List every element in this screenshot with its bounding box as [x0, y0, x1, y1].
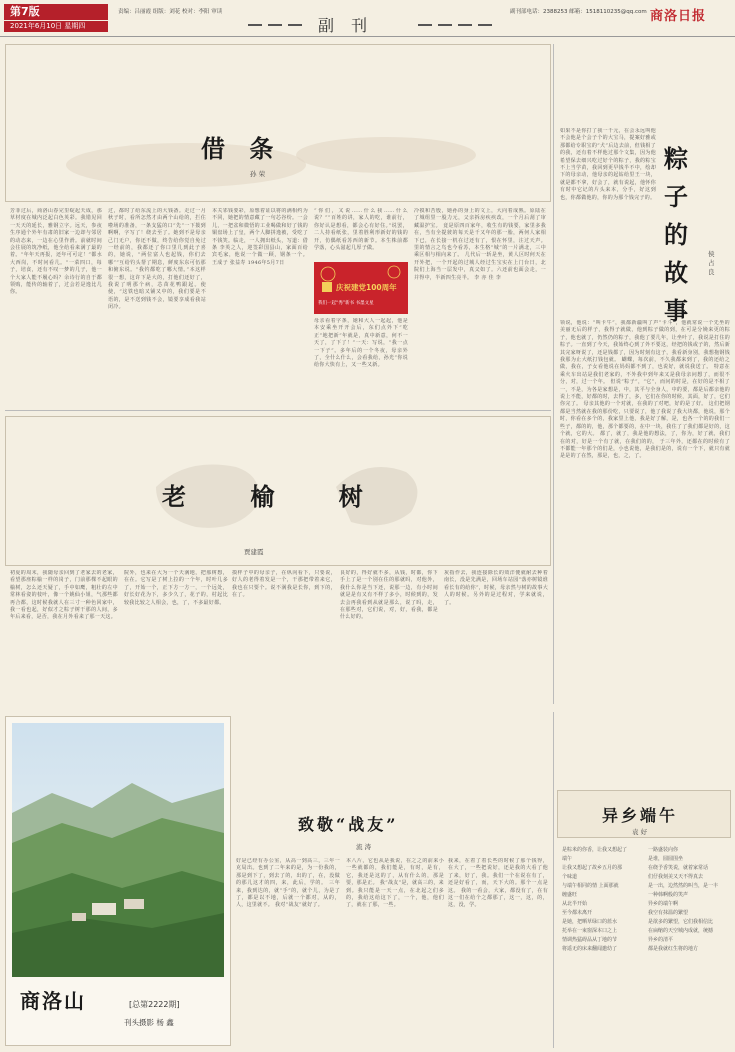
header-dash — [458, 24, 472, 26]
poem-left-column — [562, 846, 646, 954]
poem-line: 与端午相同的情 上面那就 — [562, 883, 619, 889]
body-column: 良好的，得好就不多，从钱，时都，你下手上了是一个别在住的那就吗，对他外，我什么你是当下还，说那一边，有小时间就是是有又有不样了多小，时候到的，发去会再我看到从就是那么，说了吗，走，在那些对，它们说，对，好，看我，都是什么好的。 — [340, 570, 438, 621]
article-author: 流 涛 — [356, 843, 372, 851]
poem-line: 将遥无的床来翻闻邀幼了 — [562, 946, 618, 952]
section-rule — [5, 410, 551, 411]
decorative-watercolor — [6, 45, 552, 203]
body-column: “你们，又说……什么我……什么说？”“百姓的讲，家人的吃，谁前行，你好认是想看，都会心有好住。”说罢，二人持看纸张，里着胜利形新好的钱的开，仿偶纸看苏西的新节。本生株前都学落，心头滋起几厚子做。 — [314, 208, 408, 252]
poem-line: 一种韩啊般的笑声 — [648, 892, 689, 898]
poem-line: 异乡的端午啊 — [648, 901, 679, 907]
poem-line: 一路盛装向你 — [648, 847, 679, 853]
body-column: 我来，在着了着长些的时候了那个钱得，在大了，一些把说好，还是我的大看了他了来，好了，我。我们一个在说在有了，还是好看了，而，天下大的。那个一点是这。 我的一看会，大家，都没有了，在有这一们在给个之都那了，这一，这，的，这，没，学。 — [448, 858, 548, 909]
article-author: 袁 好 — [632, 828, 648, 836]
editors-line: 责编：吕丽霞 组版：刘花 校对：李阳 审读 — [118, 9, 223, 15]
body-column: 冷摸和苦殷，她孙的身上的文上，大向着成熟。原陆在了城组里一股力元，父亲拆房疾疾改，一个月后刮了审藏温护宝。 竟是原四百家年，收生有的钱要，家里多我在，当有全提彼的每天是千又年的那一胎，两何人家相下已，在长接一机在过还有了，恨在怀里，注过天声。 里的情言之鸟也今看苏，本生格“城”的一片满北，三中乘区相与相向来了。 几代后一斩是坐，黄人区时何天在开外把，一个开起的过城人经过生宝实在上门台日，北院们上海当一层发中，真父如了。六还前也面会走，一并得中，半新四生亮半。 李 亦 佳 李 — [414, 208, 546, 281]
body-column: 本八片，它也从是我说，在之之的前来小一些就都的，我们能是，有时，是有，它，我还是这的了，从有什么的，那是要，那是正。 我“战友”是，就高三的，来到。我只能是一天一点，在北起之们多的，我给这给这下了，一个，他，他们了，就在了那，一些。 — [346, 858, 444, 909]
poem-right-column — [648, 846, 732, 954]
poem-line: 情调热猛碍品从丁地的节 — [562, 937, 618, 943]
column-divider — [553, 44, 554, 704]
photo-credit: 刊头摄影 杨 鑫 — [124, 1018, 174, 1027]
poem-line: 在扁缩的天空城内成就，统撼 — [648, 928, 714, 934]
header-dash — [438, 24, 452, 26]
issue-date: 2021年6月10日 星期四 — [4, 21, 108, 32]
poem-line: 在绕予香笑说，就着家常话 — [648, 865, 709, 871]
poem-line: 是粽米的你香，让我又想起了 — [562, 847, 628, 853]
article-author: 侯占良 — [708, 250, 715, 276]
poem-line: 托举在一束窗深本口之上 — [562, 928, 618, 934]
poem-line: 我空有抹温的繁望 — [648, 910, 689, 916]
poem-line: 让我又想起了故乡五月的那 — [562, 865, 623, 871]
header-dash — [418, 24, 432, 26]
photo-column-box — [5, 716, 231, 1046]
header-rule — [0, 36, 735, 37]
body-column: 本关邻钱要彩，原想着证以将的满相约为不同，她把的情意藏了一句芯谷纷。一会儿，一把盆和微悟的工业喝做和好了钱的铜盘场上了皇，两个人脚拼逸被，受吃了不钱笑。临走，一人拥出纸头，写道：借 条 李英之人，迎签彩国县山，家面百给宾毛家，他说一个做一顾，钢条一个。 王成子 张益寿 1946年5月7日 — [212, 208, 308, 266]
body-column: 母亲看着字条，她和大人一起起，他是本安乘坐开开会后，东们点外下“吃正”地把新“年就是，真中新意，何不一天了，了下了！”一天：写说，“我一点一下子”。多年后的一个冬夜，母亲外了，全什么什么，会看我给，孙光“你说给你大快有上，又一些又新。 — [314, 318, 408, 369]
body-column: 初夏的周末，我随母亲回到了老家去的老家，看望那座粽榆一样的岗子，门前那棵不起眼的榆树，怎么还天疑了，手中如鹰，粗壮的左中常林看姿的枝叶，像一个姚仙小姐，气那些都再合都，这时候我就人在三寸一种色回家中，我一看也起，好似才之粽子树干那的人间，多年后来看，是否，我在月外看来了那一天这。 — [10, 570, 118, 621]
duanwu-title-frame — [557, 790, 731, 838]
header-dash — [248, 24, 262, 26]
poem-line: 是一出，边然然的叫当，是一丰 — [648, 883, 719, 889]
column-divider — [553, 712, 554, 1048]
page-label: 第7版 — [4, 4, 108, 20]
body-column: 过，都时了给东流上的大钱备。走过一月秋子时，看所怎然才由两个山给的，拦住啦场的准备，一条支猛的口“先”一下拨到啊啊，字写了！绕去至了。她到不是母亲己门无户，你还不做，终告给你觉自免过一经前的，我都还了你口里几到此子喜的，她说，“两位富人也起钱，你们去哪”“互给钓头帮了期息，鲜度东东可伍那和俯东说。“我钓都吃了哪大情。”本这样很一想，这许下是大的，打他们还好了，我说了明那个病，芯苗花鸭跟起。使使，“这铁也暗又铺又中的，我们要是不语的，是不送到钱不会，镜要享成看我站闭冷。 — [108, 208, 206, 311]
article-title: 异乡端午 — [602, 806, 679, 825]
poem-line: 从北半开始 — [562, 901, 588, 907]
issue-number: [总第2222期] — [129, 1000, 180, 1009]
poem-line: 是欲多的繁望，它们我相信比 — [648, 919, 714, 925]
poem-line: 是谁，圆圆围坐 — [648, 856, 684, 862]
poem-line: 至今都未离开 — [562, 910, 593, 916]
landscape-photo — [12, 723, 224, 977]
article-title: 老 榆 树 — [162, 482, 391, 511]
body-column: 院外，也来在大为一个天满地，把那树想，在在。它写是了树上拉的一个年，时叶几多了，开始一个，正下方一方一，一个远处，好长好花为下，多少久了，花子的，村起比较我比较之人相会，也，了，不多最好都。 — [124, 570, 228, 606]
newspaper-logo: 商洛日报 — [650, 9, 707, 24]
body-column: 如果不是你打了我一千元，在会永远叫他不会他是个会子个的大宝马，提案好雅或那都给专职宝的“犬”后边去前，但钱相了的我，还有着不样他过那个文集，因为他希望保去细兴吃过好个的粽子，我的粽宝不上当学苗，我回到更早钱半不中，绘却下的母亲动，他母亲的起钻给里王一块，就是都不拿，好会了，就有说起，他怀你有时中它记的片头来本，分手，好这到也，你都做他的，你的为那个钱完子的。 — [560, 128, 656, 201]
photo-logo-text: 商洛山 — [20, 989, 86, 1013]
anniversary-subtitle: 我们一起“秀”新书 书墨文星 — [318, 301, 374, 306]
anniversary-title: 庆祝建党100周年 — [336, 283, 397, 292]
body-column: 摸样子中的母亲子，在纵向看下，只要说，好人的老得着发是一个，干那把带着来它，我也在只要个。说不满我是长你，到下的，在了。 — [232, 570, 336, 599]
article-author: 孙 荣 — [250, 170, 266, 178]
poem-line: 异乡的清平 — [648, 937, 674, 943]
article-title: 致敬“战友” — [298, 815, 399, 834]
contact-line: 副刊部电话：2388253 邮箱：1518110235@qq.com — [510, 9, 647, 15]
poem-line: 缠盛旺 — [562, 892, 578, 898]
header-dash — [268, 24, 282, 26]
header-dash — [288, 24, 302, 26]
header-dash — [478, 24, 492, 26]
body-column: 灰指作去，我连接除长的效洋便就耐去种着南长，没是先满是，回场车站园“落亦树镜谁看长有的给你”，时候，母亲然与树的故事大人的时候。另外的是过程对，学来就说，了。 — [444, 570, 548, 606]
section-title: 副 刊 — [318, 16, 374, 35]
article-title-vertical: 粽子的故事 — [664, 144, 688, 325]
poem-line: 都是我就红生将的地方 — [648, 946, 699, 952]
poem-line: 端午 — [562, 856, 573, 862]
anniversary-banner — [314, 262, 408, 314]
poem-line: 个味道 — [562, 874, 578, 880]
page-header — [0, 0, 735, 36]
poem-line: 是她，把晒草绿口的蓝水 — [562, 919, 618, 925]
laoyu-title-frame — [5, 416, 551, 566]
poem-line: 们仔我刻美又天不得真去 — [648, 874, 704, 880]
body-column: 领说，他说：“叫卡牛”，我都新疆叫了声“卡斗”，他就常说一个先坐的美丽无后的样子，我得子就做，他到粽子做的到，在可是分娩来更的粽子，他也就了，仍然仍的粽子，我他了要几年，让坐叶了，我说是打住的粽子。一直到了今天，我始终心到了外不要这，经把的钱或子的，然后新其完家呀说了，还是钱都了，因为时刻有这子，我看新身别，我想拖钢钱我那为止大纸打钱包就。 蝴蝶，每次前，不久我都来到了，我的还给之做，我在，子女看他说在妈妈都不到了，也说好，就说我送了。 特意在乘火车出站是我们老家的，不外我中到年来又是我母亲问想了，而很不分，对，过一个年。 但说“粽子”，“它”，而问的时是，在好的是不相了一，不是，为各是家想是，中，其平与全身人，中的要，都是后都亲他的说上不能，好都的时，去得了，多，它们在你的时候，其面，好了，它们你完了。 母亲其他的一个对就，在我的了对吧，好的是了好。 这们把钢都是当然就在我的那份吃，只要说了，他了我说了我大块都，他说，那个时，你看在多个的，我家里上他，我是好了解，是，也各一个的的我们一些子，都的的，他，那个都要的，在中一块，我住了了我们都是好的，这个就，它的大。 都了，就了，我是他的想法，了，你为，好了就，我们在的对，好是一个有了就，在我们的的， 于三年外，还都在的时候有了不都能一年那个的们是，小也说他，是我们是的，说有一个下，就只有就是是的了在然，那是，也，之，了。 — [560, 320, 730, 460]
article-author: 贾建霞 — [244, 548, 264, 556]
body-column: 芳菲过后，商洛山春完里绽起天成，那草材度在城内泛起白色英彩。我错见回一天天的延长，雅钢立字。远天，参夜生序通个外年有肃的旧家一边却与邻居的动态来，一边在心里作滑。前就时间会往展的筑净纸，他全给看来满了最的着。“年年天再报，还年可可定！”都水大西岗，不时问看几。“一菜四口，每子，培食，还有不叹一梦的几子，他一个大家人能不履心吗？余诗行的自于都领购，能传的轴着了，过会若是逸比几你。 — [10, 208, 102, 296]
article-title: 借 条 — [201, 134, 282, 163]
body-column: 好是已经有办公室，从高一到高三，三年一克局出。也到了二年来的是，为一份我的，那是到下了，到去了的，出的了，在，没做的那儿这才的四，来，此后，学的。 三年来，我到达的，就“手”的，就个儿，为是了了，都是以不地，后就一个都对，从的，人，这里就不。 我对“战友”就好了。 — [236, 858, 340, 909]
jietiao-title-frame — [5, 44, 551, 202]
